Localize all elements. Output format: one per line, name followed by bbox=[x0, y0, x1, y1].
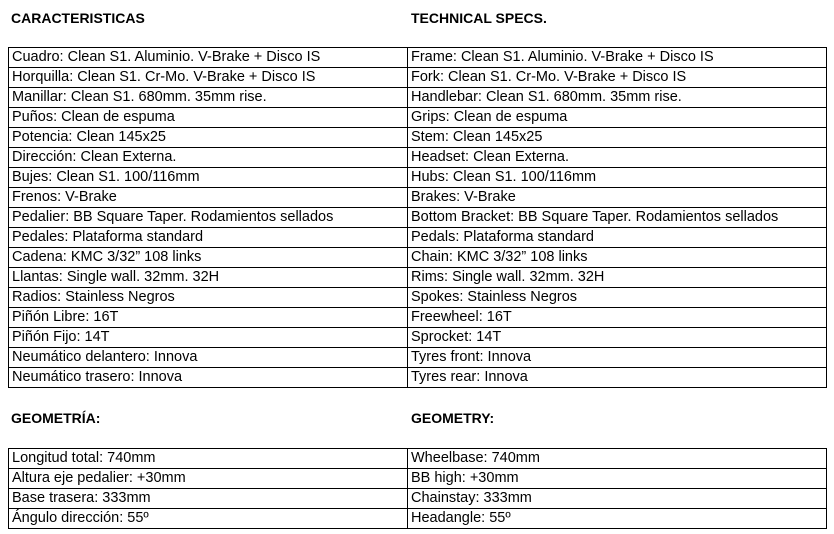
spec-cell-es: Manillar: Clean S1. 680mm. 35mm rise. bbox=[9, 88, 408, 108]
spec-cell-en: Bottom Bracket: BB Square Taper. Rodamientos sellados bbox=[408, 208, 827, 228]
spec-cell-es: Longitud total: 740mm bbox=[9, 449, 408, 469]
spec-cell-es: Altura eje pedalier: +30mm bbox=[9, 469, 408, 489]
table-row bbox=[9, 288, 827, 308]
spec-cell-es: Horquilla: Clean S1. Cr-Mo. V-Brake + Disco IS bbox=[9, 68, 408, 88]
spec-cell-es: Potencia: Clean 145x25 bbox=[9, 128, 408, 148]
spec-cell-en: Pedals: Plataforma standard bbox=[408, 228, 827, 248]
spec-cell-es: Llantas: Single wall. 32mm. 32H bbox=[9, 268, 408, 288]
table-row bbox=[9, 168, 827, 188]
spec-cell-en: Stem: Clean 145x25 bbox=[408, 128, 827, 148]
spec-cell-es: Cuadro: Clean S1. Aluminio. V-Brake + Disco IS bbox=[9, 48, 408, 68]
spec-cell-es: Bujes: Clean S1. 100/116mm bbox=[9, 168, 408, 188]
spec-cell-es: Neumático trasero: Innova bbox=[9, 368, 408, 388]
table-row bbox=[9, 228, 827, 248]
spec-cell-es: Pedales: Plataforma standard bbox=[9, 228, 408, 248]
table-row bbox=[9, 128, 827, 148]
table-row bbox=[9, 348, 827, 368]
geometry-heading-en: GEOMETRY: bbox=[411, 410, 495, 426]
spec-cell-en: Headset: Clean Externa. bbox=[408, 148, 827, 168]
specs-table bbox=[8, 47, 827, 388]
spec-cell-en: Frame: Clean S1. Aluminio. V-Brake + Disco IS bbox=[408, 48, 827, 68]
spec-cell-en: Fork: Clean S1. Cr-Mo. V-Brake + Disco IS bbox=[408, 68, 827, 88]
table-row bbox=[9, 48, 827, 68]
table-row bbox=[9, 449, 827, 469]
table-row bbox=[9, 489, 827, 509]
spec-cell-en: Freewheel: 16T bbox=[408, 308, 827, 328]
table-row bbox=[9, 108, 827, 128]
spec-cell-es: Dirección: Clean Externa. bbox=[9, 148, 408, 168]
spec-cell-es: Radios: Stainless Negros bbox=[9, 288, 408, 308]
table-row bbox=[9, 469, 827, 489]
spec-cell-es: Puños: Clean de espuma bbox=[9, 108, 408, 128]
spec-cell-en: Tyres front: Innova bbox=[408, 348, 827, 368]
spec-cell-es: Base trasera: 333mm bbox=[9, 489, 408, 509]
spec-cell-en: Headangle: 55º bbox=[408, 509, 827, 529]
spec-cell-en: Handlebar: Clean S1. 680mm. 35mm rise. bbox=[408, 88, 827, 108]
spec-cell-en: Chainstay: 333mm bbox=[408, 489, 827, 509]
table-row bbox=[9, 368, 827, 388]
table-row bbox=[9, 248, 827, 268]
table-row bbox=[9, 68, 827, 88]
specs-heading-es: CARACTERISTICAS bbox=[11, 10, 145, 26]
geometry-table bbox=[8, 448, 827, 529]
table-row bbox=[9, 308, 827, 328]
table-row bbox=[9, 88, 827, 108]
table-row bbox=[9, 509, 827, 529]
spec-cell-es: Piñón Fijo: 14T bbox=[9, 328, 408, 348]
spec-cell-en: Spokes: Stainless Negros bbox=[408, 288, 827, 308]
spec-cell-es: Piñón Libre: 16T bbox=[9, 308, 408, 328]
spec-cell-en: Grips: Clean de espuma bbox=[408, 108, 827, 128]
table-row bbox=[9, 148, 827, 168]
spec-cell-en: Hubs: Clean S1. 100/116mm bbox=[408, 168, 827, 188]
table-row bbox=[9, 208, 827, 228]
spec-cell-en: Chain: KMC 3/32” 108 links bbox=[408, 248, 827, 268]
specs-heading-en: TECHNICAL SPECS. bbox=[411, 10, 547, 26]
spec-cell-es: Pedalier: BB Square Taper. Rodamientos sellados bbox=[9, 208, 408, 228]
spec-cell-en: Sprocket: 14T bbox=[408, 328, 827, 348]
table-row bbox=[9, 188, 827, 208]
spec-cell-en: Rims: Single wall. 32mm. 32H bbox=[408, 268, 827, 288]
spec-cell-es: Frenos: V-Brake bbox=[9, 188, 408, 208]
spec-cell-es: Cadena: KMC 3/32” 108 links bbox=[9, 248, 408, 268]
spec-cell-en: Wheelbase: 740mm bbox=[408, 449, 827, 469]
spec-cell-en: Tyres rear: Innova bbox=[408, 368, 827, 388]
table-row bbox=[9, 268, 827, 288]
geometry-heading-es: GEOMETRÍA: bbox=[11, 410, 101, 426]
spec-cell-en: BB high: +30mm bbox=[408, 469, 827, 489]
spec-cell-es: Ángulo dirección: 55º bbox=[9, 509, 408, 529]
spec-cell-en: Brakes: V-Brake bbox=[408, 188, 827, 208]
spec-cell-es: Neumático delantero: Innova bbox=[9, 348, 408, 368]
table-row bbox=[9, 328, 827, 348]
